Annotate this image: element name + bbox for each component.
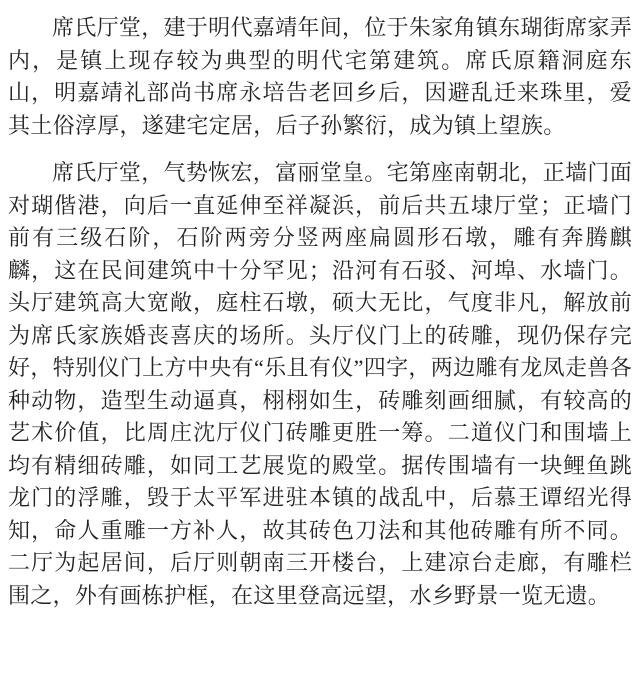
paragraph-intro: 席氏厅堂，建于明代嘉靖年间，位于朱家角镇东瑚街席家弄内，是镇上现存较为典型的明代宅第建筑。席氏原籍洞庭东山，明嘉靖礼部尚书席永培告老回乡后，因避乱迁来珠里，爱其土俗淳厚，遂建宅定居，后子孙繁衍，成为镇上望族。 bbox=[8, 15, 632, 138]
paragraph-description: 席氏厅堂，气势恢宏，富丽堂皇。宅第座南朝北，正墙门面对瑚偕港，向后一直延伸至祥凝浜，前后共五埭厅堂；正墙门前有三级石阶，石阶两旁分竖两座扁圆形石墩，雕有奔腾麒麟，这在民间建筑中十分罕见；沿河有石驳、河埠、水墙门。头厅建筑高大宽敞，庭柱石墩，硕大无比，气度非凡，解放前为席氏家族婚丧喜庆的场所。头厅仪门上的砖雕，现仍保存完好，特别仪门上方中央有“乐且有仪”四字，两边雕有龙凤走兽各种动物，造型生动逼真，栩栩如生，砖雕刻画细腻，有较高的艺术价值，比周庄沈厅仪门砖雕更胜一筹。二道仪门和围墙上均有精细砖雕，如同工艺展览的殿堂。据传围墙有一块鲤鱼跳龙门的浮雕，毁于太平军进驻本镇的战乱中，后慕王谭绍光得知，命人重雕一方补人，故其砖色刀法和其他砖雕有所不同。二厅为起居间，后厅则朝南三开楼台，上建凉台走廊，有雕栏围之，外有画栋护框，在这里登高远望，水乡野景一览无遗。 bbox=[8, 160, 632, 608]
